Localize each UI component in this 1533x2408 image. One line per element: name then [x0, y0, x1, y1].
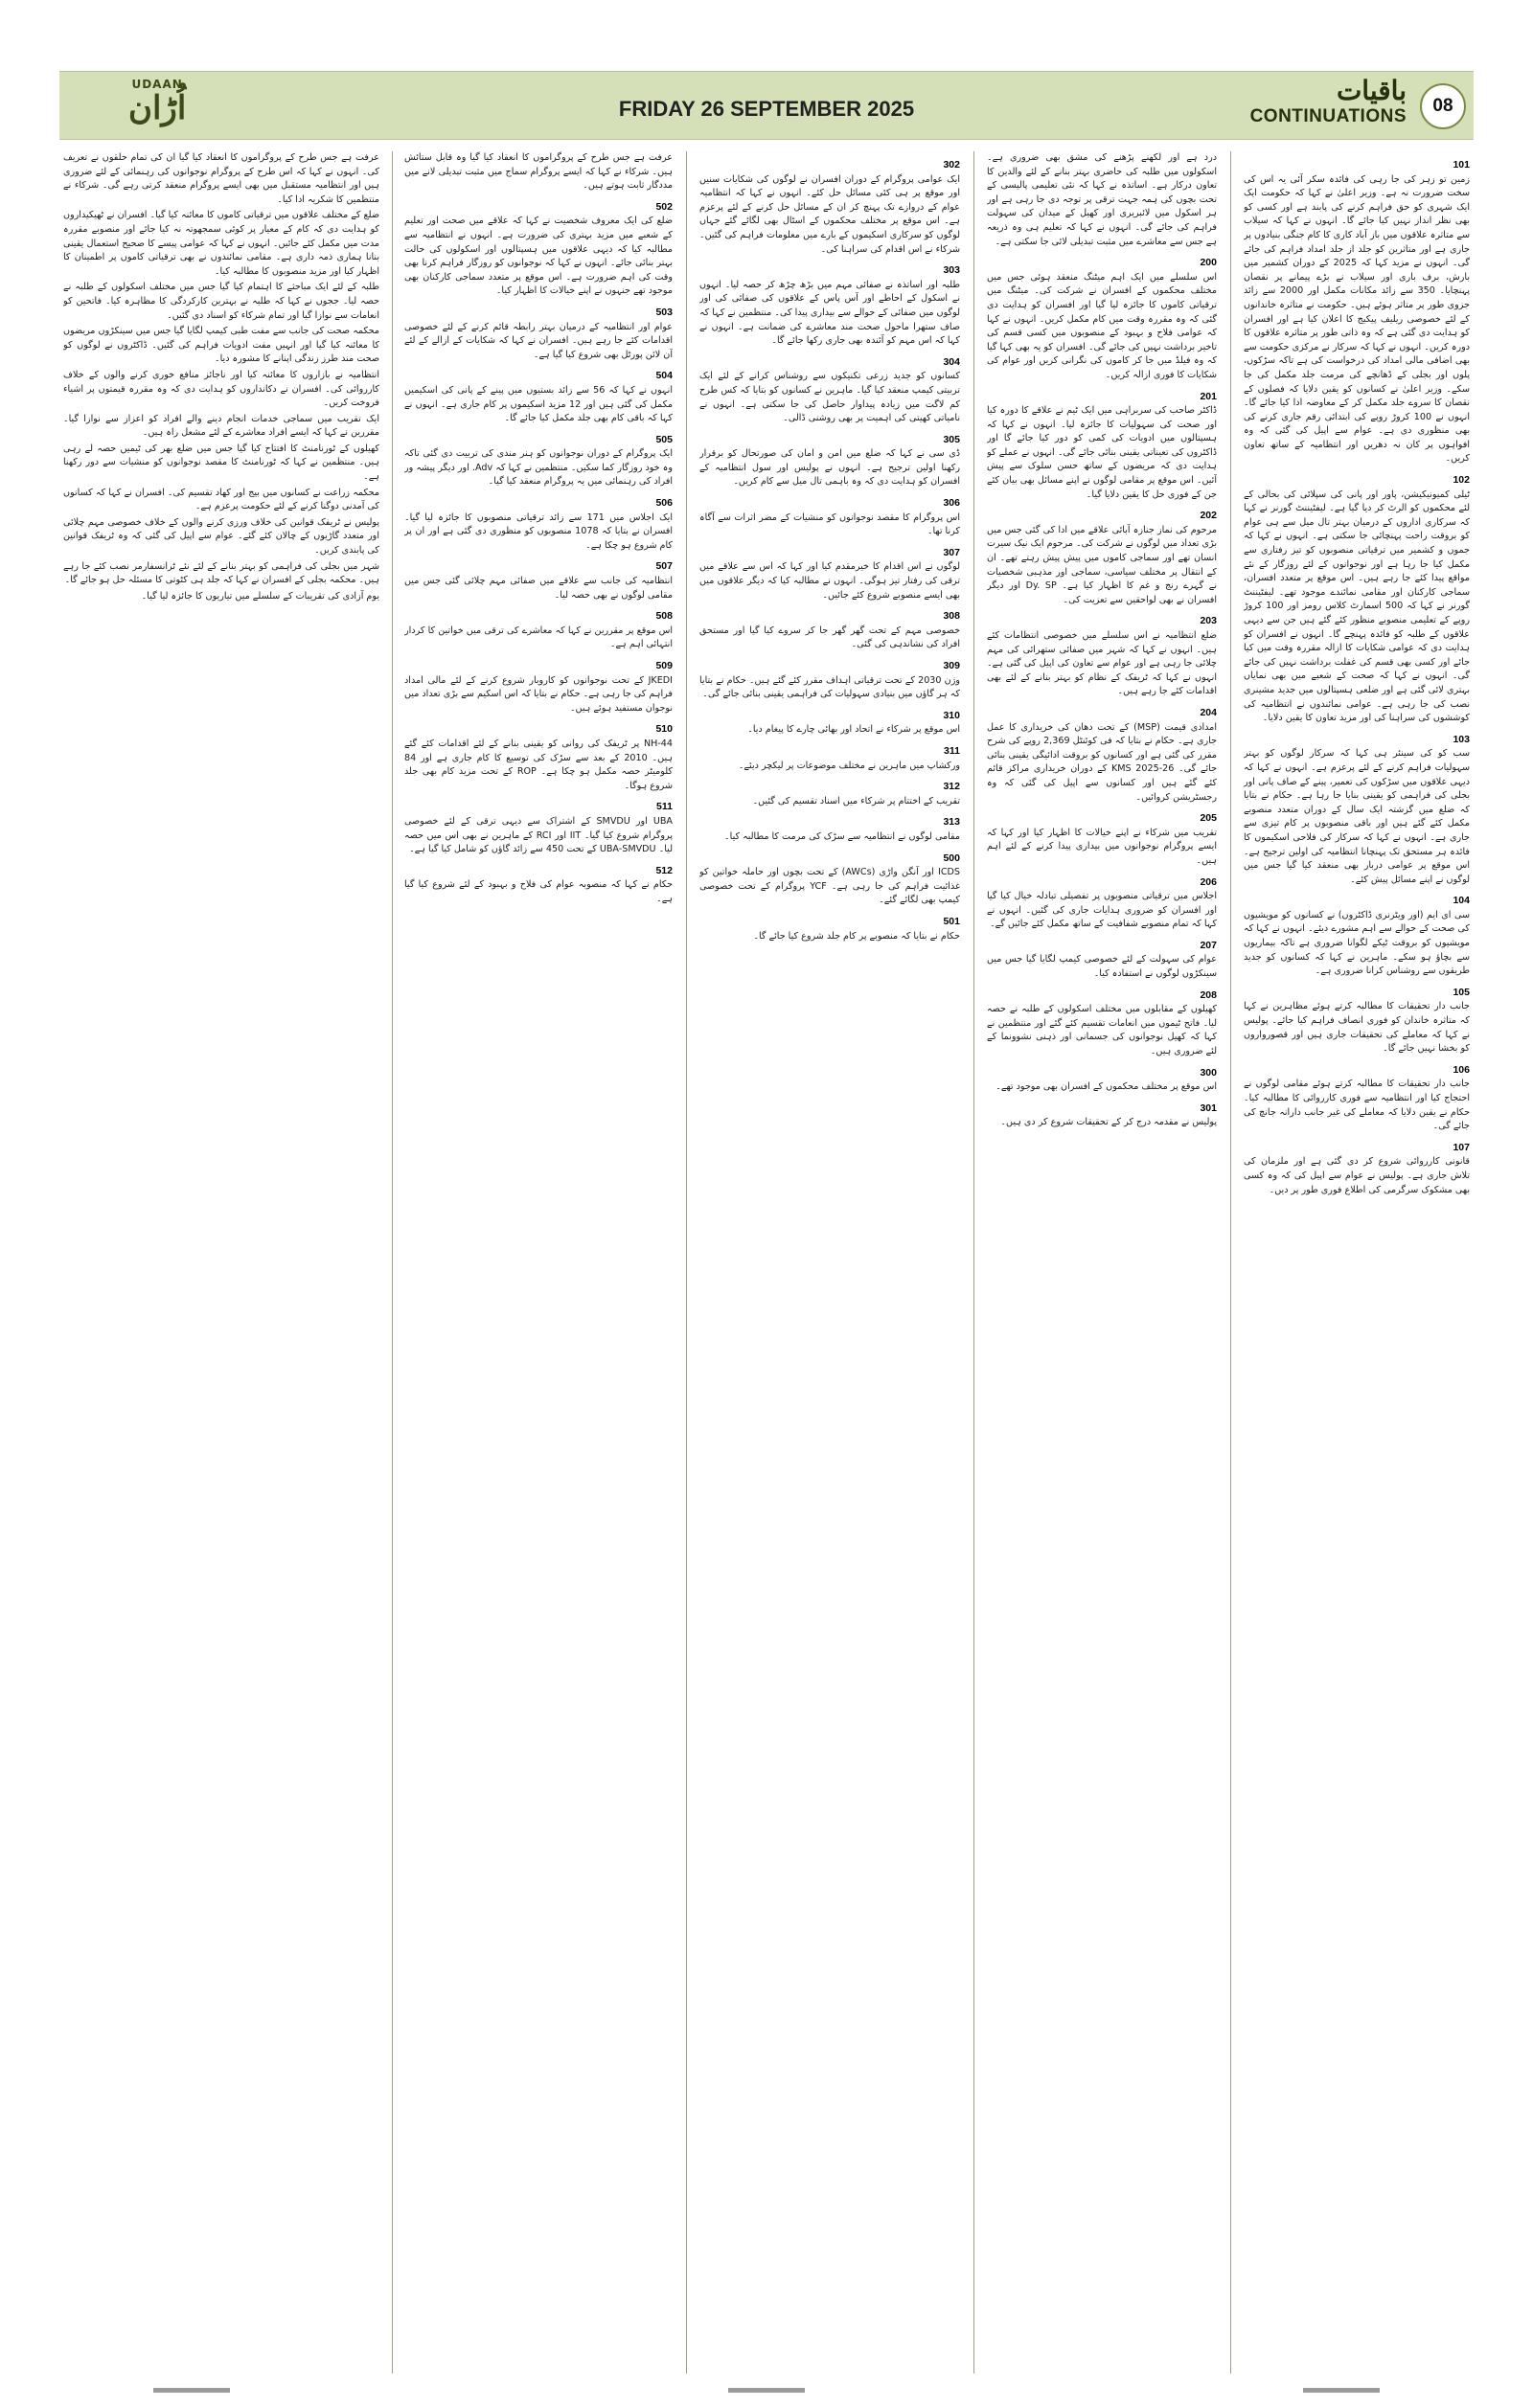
continuation-text: اس موقع پر شرکاء نے اتحاد اور بھائی چارے کا پیغام دیا۔ [747, 724, 960, 736]
continuation-item [987, 939, 1217, 982]
continuation-text: کھیلوں کے مقابلوں میں مختلف اسکولوں کے طلبہ نے حصہ لیا۔ فاتح ٹیموں میں انعامات تقسیم کئے گئے اور منتظمین نے کہا کہ کھیل نوجوانوں کی جسمانی اور ذہنی نشوونما کے لئے ضروری ہیں۔ [987, 1004, 1217, 1057]
continuation-text: ایک تقریب میں سماجی خدمات انجام دینے والے افراد کو اعزاز سے نوازا گیا۔ مقررین نے کہا کہ ایسے افراد معاشرے کے لئے مشعل راہ ہیں۔ [63, 413, 379, 439]
continuation-item [987, 256, 1217, 382]
continuation-number: 202 [1200, 510, 1217, 522]
continuation-number: 105 [1453, 986, 1470, 998]
continuation-number: 310 [943, 709, 960, 721]
continuation-item [699, 496, 960, 539]
continuation-item [404, 659, 673, 716]
continuation-text: ایک اجلاس میں 171 سے زائد ترقیاتی منصوبوں کا جائزہ لیا گیا۔ افسران نے بتایا کہ 1078 منصوبوں کو منظوری دی گئی ہے اور ان پر کام شروع ہو چکا ہے۔ [404, 511, 673, 551]
continuation-item [404, 306, 673, 362]
continuation-item [699, 546, 960, 602]
column-2 [987, 151, 1217, 2374]
continuation-number: 201 [1200, 390, 1217, 402]
continuation-text: عوام اور انتظامیہ کے درمیان بہتر رابطہ قائم کرنے کے لئے خصوصی اقدامات کئے جا رہے ہیں۔ افسران نے کہا کہ شکایات کے ازالے کے لئے آن لائن پورٹل بھی شروع کیا گیا ہے۔ [404, 321, 673, 360]
continuation-item [404, 151, 673, 193]
continuation-text: اس موقع پر مقررین نے کہا کہ معاشرے کی ترقی میں خواتین کا کردار انتہائی اہم ہے۔ [404, 625, 673, 650]
continuation-item [699, 609, 960, 652]
continuation-text: ضلع انتظامیہ نے اس سلسلے میں خصوصی انتظامات کئے ہیں۔ انہوں نے کہا کہ شہر میں صفائی ستھرائی کی مہم چلائی جا رہی ہے اور عوام سے تعاون کی اپیل کی گئی ہے۔ انہوں نے کہا کہ ٹریفک کے نظام کو بہتر بنانے کے لئے بھی اقدامات کئے جا رہے ہیں۔ [987, 630, 1217, 697]
column-divider [686, 151, 687, 2374]
continuation-text: اجلاس میں ترقیاتی منصوبوں پر تفصیلی تبادلہ خیال کیا گیا اور افسران کو ضروری ہدایات جاری کی گئیں۔ انہوں نے کہا کہ تمام منصوبے شفافیت کے ساتھ مکمل کئے جائیں گے۔ [987, 891, 1217, 930]
footer-rule-center [728, 2388, 805, 2393]
continuation-number: 308 [943, 610, 960, 623]
logo-english: UDAAN [131, 78, 183, 91]
column-1 [1244, 151, 1470, 2374]
continuation-number: 101 [1453, 159, 1470, 170]
continuation-number: 106 [1453, 1063, 1470, 1076]
masthead-bar [59, 71, 1474, 140]
continuation-item [987, 151, 1217, 249]
continuation-item [987, 614, 1217, 699]
continuation-item [699, 709, 960, 738]
continuation-number: 309 [943, 660, 960, 671]
continuation-text: تقریب میں شرکاء نے اپنے خیالات کا اظہار کیا اور کہا کہ ایسے پروگرام نوجوانوں میں بیداری پیدا کرنے کے لئے اہم ہیں۔ [987, 827, 1217, 866]
continuation-item [404, 369, 673, 425]
continuation-item [404, 433, 673, 489]
continuation-number: 306 [943, 497, 960, 510]
continuation-text: ضلع کی ایک معروف شخصیت نے کہا کہ علاقے میں صحت اور تعلیم کے شعبے میں مزید بہتری کی ضرورت ہے۔ انہوں نے انتظامیہ سے مطالبہ کیا کہ دیہی علاقوں میں ہسپتالوں اور اسکولوں کی حالت بہتر بنائی جائے۔ انہوں نے کہا کہ نوجوانوں کو روزگار فراہم کرنا بھی وقت کی اہم ضرورت ہے۔ اس موقع پر متعدد سماجی کارکنان بھی موجود تھے جنہوں نے اپنے خیالات کا اظہار کیا۔ [404, 216, 673, 297]
continuation-item [699, 355, 960, 426]
column-divider [392, 151, 393, 2374]
continuation-item [1244, 1063, 1470, 1134]
footer-rule-right [1303, 2388, 1380, 2393]
continuation-text: ورکشاپ میں ماہرین نے مختلف موضوعات پر لیکچر دیئے۔ [738, 760, 960, 771]
continuation-item [63, 560, 379, 588]
continuation-item [699, 263, 960, 349]
continuation-text: طلبہ اور اساتذہ نے صفائی مہم میں بڑھ چڑھ کر حصہ لیا۔ انہوں نے اسکول کے احاطے اور آس پاس کے علاقوں کی صفائی کی اور لوگوں میں صفائی کے حوالے سے بیداری پیدا کی۔ منتظمین نے کہا کہ صاف ستھرا ماحول صحت مند معاشرے کی ضمانت ہے۔ انہوں نے کہا کہ اس مہم کو آئندہ بھی جاری رکھا جائے گا۔ [699, 279, 960, 347]
continuation-item [987, 875, 1217, 932]
continuation-number: 206 [1200, 875, 1217, 888]
continuation-item [987, 811, 1217, 868]
continuation-text: طلبہ کے لئے ایک مباحثے کا اہتمام کیا گیا جس میں مختلف اسکولوں کے طلبہ نے حصہ لیا۔ ججوں نے کہا کہ طلبہ نے بہترین کارکردگی کا مظاہرہ کیا۔ فاتحین کو انعامات سے نوازا گیا اور تمام شرکاء کو اسناد دی گئیں۔ [63, 282, 379, 321]
continuation-number: 504 [655, 370, 673, 382]
continuation-text: حکام نے کہا کہ منصوبہ عوام کی فلاح و بہبود کے لئے شروع کیا گیا ہے۔ [404, 879, 673, 904]
page-number-badge: 08 [1420, 83, 1466, 129]
continuation-number: 505 [655, 433, 673, 445]
continuation-text: حکام نے بتایا کہ منصوبے پر کام جلد شروع کیا جائے گا۔ [753, 930, 960, 942]
continuation-item [699, 158, 960, 257]
continuation-item [63, 325, 379, 367]
continuation-text: ضلع کے مختلف علاقوں میں ترقیاتی کاموں کا معائنہ کیا گیا۔ افسران نے ٹھیکیداروں کو ہدایت دی کہ کام کے معیار پر کوئی سمجھوتہ نہ کیا جائے اور منصوبے مقررہ مدت میں مکمل کئے جائیں۔ انہوں نے کہا کہ عوامی پیسے کا صحیح استعمال یقینی بنانا ہماری ذمہ داری ہے۔ مقامی نمائندوں نے بھی ترقیاتی کاموں پر اطمینان کا اظہار کیا اور مزید منصوبوں کا مطالبہ کیا۔ [63, 210, 379, 277]
continuation-number: 311 [944, 744, 960, 757]
continuation-text: JKEDI کے تحت نوجوانوں کو کاروبار شروع کرنے کے لئے مالی امداد فراہم کی جا رہی ہے۔ حکام نے بتایا کہ اس اسکیم سے بڑی تعداد میں نوجوان مستفید ہوئے ہیں۔ [404, 674, 673, 714]
continuation-text: ڈاکٹر صاحب کی سربراہی میں ایک ٹیم نے علاقے کا دورہ کیا اور صحت کی سہولیات کا جائزہ لیا۔ انہوں نے کہا کہ ہسپتالوں میں ادویات کی کمی کو دور کیا جائے گا اور ڈاکٹروں کی تعیناتی یقینی بنائی جائے گی۔ انہوں نے عملے کو ہدایت دی کہ مریضوں کے ساتھ حسن سلوک سے پیش آئیں۔ اس موقع پر مقامی لوگوں نے اپنے مسائل بھی بیان کئے جن کے فوری حل کا یقین دلایا گیا۔ [987, 405, 1217, 500]
continuation-text: سی ای ایم (اور ویٹرنری ڈاکٹروں) نے کسانوں کو مویشیوں کی صحت کے حوالے سے اہم مشورے دیئے۔ انہوں نے کہا کہ مویشیوں کو بروقت ٹیکے لگوانا ضروری ہے تاکہ بیماریوں سے بچاؤ ہو سکے۔ ماہرین نے کہا کہ کسانوں کو جدید طریقوں سے روشناس کرانا ضروری ہے۔ [1244, 909, 1470, 977]
continuation-text: ٹیلی کمیونیکیشن، پاور اور پانی کی سپلائی کی بحالی کے لئے محکموں کو الرٹ کر دیا گیا ہے۔ لیفٹیننٹ گورنر نے کہا کہ سرکاری اداروں کے درمیان بہتر تال میل سے ہی عوام کو بروقت راحت پہنچائی جا سکتی ہے۔ انہوں نے کہا کہ جموں و کشمیر میں ترقیاتی منصوبوں کو تیز رفتاری سے مکمل کیا جا رہا ہے اور نوجوانوں کے لئے روزگار کے نئے مواقع پیدا کئے جا رہے ہیں۔ اس موقع پر متعدد افسران، سماجی کارکنان اور مقامی نمائندے موجود تھے۔ لیفٹیننٹ گورنر نے کہا کہ 500 اسمارٹ کلاس رومز اور 100 کروڑ روپے کے تعلیمی منصوبے منظور کئے گئے ہیں جن سے دیہی علاقوں کے طلبہ کو فائدہ پہنچے گا۔ انہوں نے افسران کو ہدایت دی کہ عوامی شکایات کا ازالہ مقررہ وقت میں کیا جائے اور کسی بھی قسم کی غفلت برداشت نہیں کی جائے گی۔ انہوں نے کہا کہ صحت کے شعبے میں بھی نمایاں بہتری لائی گئی ہے اور ضلعی ہسپتالوں میں جدید مشینری نصب کی جا رہی ہے۔ عوامی نمائندوں نے انتظامیہ کی کوششوں کی سراہنا کی اور مزید تعاون کا یقین دلایا۔ [1244, 488, 1470, 724]
continuation-text: اس سلسلے میں ایک اہم میٹنگ منعقد ہوئی جس میں مختلف محکموں کے افسران نے شرکت کی۔ میٹنگ میں ترقیاتی کاموں کا جائزہ لیا گیا اور افسران کو ہدایت دی گئی کہ وہ مقررہ وقت میں کام مکمل کریں۔ انہوں نے کہا کہ عوامی فلاح و بہبود کے منصوبوں میں کسی قسم کی تاخیر برداشت نہیں کی جائے گی۔ افسران کو یہ بھی کہا گیا کہ وہ فیلڈ میں جا کر کاموں کی نگرانی کریں اور عوام کی شکایات کا فوری ازالہ کریں۔ [987, 271, 1217, 380]
section-title-urdu: باقیات [1336, 75, 1407, 106]
continuation-text: لوگوں نے اس اقدام کا خیرمقدم کیا اور کہا کہ اس سے علاقے میں ترقی کی رفتار تیز ہوگی۔ انہوں نے مطالبہ کیا کہ دیگر علاقوں میں بھی ایسے منصوبے شروع کئے جائیں۔ [699, 561, 960, 601]
continuation-item [63, 443, 379, 485]
column-3 [699, 151, 960, 2374]
continuation-number: 104 [1453, 895, 1470, 907]
continuation-text: NH-44 پر ٹریفک کی روانی کو یقینی بنانے کے لئے اقدامات کئے گئے ہیں۔ 2010 کے بعد سے سڑک کی توسیع کا کام جاری ہے اور 84 کلومیٹر حصہ مکمل ہو چکا ہے۔ ROP کے تحت مزید کام بھی جلد شروع ہوگا۔ [404, 738, 673, 791]
continuation-text: یوم آزادی کی تقریبات کے سلسلے میں تیاریوں کا جائزہ لیا گیا۔ [141, 590, 379, 602]
continuation-item [1244, 1141, 1470, 1197]
continuation-text: محکمہ زراعت نے کسانوں میں بیج اور کھاد تقسیم کی۔ افسران نے کہا کہ کسانوں کی آمدنی دوگنا کرنے کے لئے حکومت پرعزم ہے۔ [63, 487, 379, 512]
continuation-number: 301 [1200, 1102, 1217, 1114]
continuation-number: 203 [1200, 615, 1217, 627]
continuation-text: مرحوم کی نماز جنازہ آبائی علاقے میں ادا کی گئی جس میں بڑی تعداد میں لوگوں نے شرکت کی۔ مرحوم ایک نیک سیرت انسان تھے اور سماجی کاموں میں پیش پیش رہتے تھے۔ ان کے انتقال پر مختلف سیاسی، سماجی اور مذہبی شخصیات نے گہرے رنج و غم کا اظہار کیا ہے۔ Dy. SP اور دیگر افسران نے بھی لواحقین سے تعزیت کی۔ [987, 524, 1217, 605]
continuation-item [404, 609, 673, 652]
continuation-number: 509 [655, 660, 673, 671]
continuation-item [699, 659, 960, 702]
column-5 [63, 151, 379, 2374]
continuation-text: انتظامیہ کی جانب سے علاقے میں صفائی مہم چلائی گئی جس میں مقامی لوگوں نے بھی حصہ لیا۔ [404, 576, 673, 601]
continuation-text: ICDS اور آنگن واڑی (AWCs) کے تحت بچوں اور حاملہ خواتین کو غذائیت فراہم کی جا رہی ہے۔ YCF پروگرام کے تحت خصوصی کیمپ بھی لگائے گئے۔ [699, 867, 960, 906]
continuation-number: 207 [1200, 939, 1217, 951]
continuation-text: عرفت ہے جس طرح کے پروگراموں کا انعقاد کیا گیا وہ قابل ستائش ہیں۔ شرکاء نے کہا کہ ایسے پروگرام سماج میں مثبت تبدیلی لانے میں مددگار ثابت ہوتے ہیں۔ [404, 152, 673, 192]
continuation-item [987, 706, 1217, 805]
continuation-item [63, 487, 379, 514]
continuation-number: 503 [655, 306, 673, 318]
continuation-item [1244, 733, 1470, 888]
continuation-item [63, 281, 379, 323]
continuation-item [63, 590, 379, 604]
continuation-number: 205 [1200, 812, 1217, 825]
continuation-text: انتظامیہ نے بازاروں کا معائنہ کیا اور ناجائز منافع خوری کرنے والوں کے خلاف کارروائی کی۔ افسران نے دکانداروں کو ہدایت دی کہ وہ مقررہ قیمتوں پر اشیاء فروخت کریں۔ [63, 369, 379, 409]
continuation-number: 107 [1453, 1141, 1470, 1153]
continuation-item [63, 516, 379, 558]
continuation-text: زمین تو زہر کی جا رہی کی فائدہ سکر آئی یہ اس کی سخت ضرورت نہ ہے۔ وزیر اعلیٰ نے کہا کہ حکومت ایک ایک شہری کو حق فراہم کرنے کی پابند ہے اور کسی کو بھی نظر انداز نہیں کیا جائے گا۔ انہوں نے کہا کہ سیلاب سے متاثرہ علاقوں میں باز آباد کاری کا کام جنگی بنیادوں پر جاری ہے اور متاثرین کو جلد از جلد امداد فراہم کی جائے گی۔ انہوں نے مزید کہا کہ 2025 کے دوران کشمیر میں بارش، برف باری اور سیلاب نے بڑے پیمانے پر نقصان پہنچایا۔ 350 سے زائد مکانات مکمل اور 2000 سے زائد جزوی طور پر متاثر ہوئے ہیں۔ حکومت نے متاثرہ خاندانوں کے لئے خصوصی ریلیف پیکیج کا اعلان کیا ہے اور افسران کو ہدایت دی گئی ہے کہ وہ ذاتی طور پر متاثرہ علاقوں کا دورہ کریں۔ انہوں نے کہا کہ سرکار نے مرکزی حکومت سے بھی اضافی مالی امداد کی درخواست کی ہے تاکہ سڑکوں، پلوں اور بجلی کے ڈھانچے کی مرمت جلد مکمل کی جا سکے۔ وزیر اعلیٰ نے کسانوں کو یقین دلایا کہ فصلوں کے نقصان کا سروے جلد مکمل کر کے معاوضہ ادا کیا جائے گا۔ انہوں نے 100 کروڑ روپے کی ابتدائی رقم جاری کرنے کی بھی منظوری دی ہے۔ عوام سے اپیل کی گئی کہ وہ افواہوں پر کان نہ دھریں اور انتظامیہ کے ساتھ تعاون کریں۔ [1244, 173, 1470, 465]
continuation-item [1244, 986, 1470, 1056]
continuation-text: کھیلوں کے ٹورنامنٹ کا افتتاح کیا گیا جس میں ضلع بھر کی ٹیمیں حصہ لے رہی ہیں۔ منتظمین نے کہا کہ ٹورنامنٹ کا مقصد نوجوانوں کو منشیات سے دور رکھنا ہے۔ [63, 443, 379, 483]
continuation-number: 507 [655, 560, 673, 573]
continuation-text: شہر میں بجلی کی فراہمی کو بہتر بنانے کے لئے نئے ٹرانسفارمر نصب کئے جا رہے ہیں۔ محکمہ بجلی کے افسران نے کہا کہ جلد ہی کٹوتی کا مسئلہ حل ہو جائے گا۔ [63, 560, 379, 586]
continuation-item [404, 722, 673, 793]
column-4 [404, 151, 673, 2374]
continuation-item [63, 209, 379, 279]
continuation-text: کسانوں کو جدید زرعی تکنیکوں سے روشناس کرانے کے لئے ایک تربیتی کیمپ منعقد کیا گیا۔ ماہرین نے کسانوں کو بتایا کہ کس طرح کم لاگت میں زیادہ پیداوار حاصل کی جا سکتی ہے۔ انہوں نے نامیاتی کھیتی کی اہمیت پر بھی روشنی ڈالی۔ [699, 371, 960, 424]
continuation-text: امدادی قیمت (MSP) کے تحت دھان کی خریداری کا عمل جاری ہے۔ حکام نے بتایا کہ فی کوئنٹل 2,369 روپے کی شرح مقرر کی گئی ہے اور کسانوں کو بروقت ادائیگی یقینی بنائی جائے گی۔ KMS 2025-26 کے دوران خریداری مراکز قائم کئے گئے ہیں اور کسانوں سے اپیل کی گئی کہ وہ رجسٹریشن کروائیں۔ [987, 721, 1217, 803]
continuation-item [699, 915, 960, 943]
continuation-text: انہوں نے کہا کہ 56 سے زائد بستیوں میں پینے کے پانی کی اسکیمیں مکمل کی گئی ہیں اور 12 مزید اسکیموں پر کام جاری ہے۔ انہوں نے کہا کہ باقی کام بھی جلد مکمل کیا جائے گا۔ [404, 384, 673, 424]
continuation-number: 204 [1200, 706, 1217, 718]
continuation-item [1244, 473, 1470, 726]
issue-date: FRIDAY 26 SEPTEMBER 2025 [618, 97, 915, 121]
continuation-text: UBA اور SMVDU کے اشتراک سے دیہی ترقی کے لئے خصوصی پروگرام شروع کیا گیا۔ IIT اور RCI کے ماہرین نے بھی اس میں حصہ لیا۔ UBA-SMVDU کے تحت 450 سے زائد گاؤں کو شامل کیا گیا ہے۔ [404, 815, 673, 855]
continuation-number: 501 [943, 915, 960, 927]
continuation-number: 307 [943, 546, 960, 558]
continuation-item [987, 988, 1217, 1059]
continuation-item [699, 815, 960, 844]
section-title-english: CONTINUATIONS [1249, 106, 1407, 126]
continuation-number: 506 [655, 497, 673, 510]
continuation-item [1244, 158, 1470, 466]
article-columns [59, 151, 1474, 2374]
continuation-number: 200 [1200, 257, 1217, 269]
continuation-item [987, 1102, 1217, 1130]
continuation-text: تقریب کے اختتام پر شرکاء میں اسناد تقسیم کی گئیں۔ [752, 795, 960, 806]
continuation-number: 510 [655, 723, 673, 736]
logo-urdu: اُڑان [128, 89, 187, 127]
continuation-item [404, 200, 673, 299]
continuation-number: 500 [943, 852, 960, 864]
continuation-item [404, 800, 673, 856]
continuation-text: درد ہے اور لکھنے پڑھنے کی مشق بھی ضروری ہے۔ اسکولوں میں طلبہ کی حاضری بہتر بنانے کے لئے والدین کا تعاون درکار ہے۔ اساتذہ نے کہا کہ نئی تعلیمی پالیسی کے تحت بچوں کی ہمہ جہت ترقی پر توجہ دی جا رہی ہے اور ہر اسکول میں لائبریری اور کھیل کے میدان کی سہولت فراہم کی جائے گی۔ انہوں نے کہا کہ تعلیم ہی وہ ذریعہ ہے جس سے معاشرے میں مثبت تبدیلی لائی جا سکتی ہے۔ [987, 152, 1217, 247]
continuation-text: عرفت ہے جس طرح کے پروگراموں کا انعقاد کیا گیا ان کی تمام حلقوں نے تعریف کی۔ انہوں نے کہا کہ اس طرح کے پروگرام نوجوانوں کی رہنمائی کے لئے ضروری ہیں اور انتظامیہ مستقبل میں بھی ایسے پروگرام منعقد کرتی رہے گی۔ شرکاء نے منتظمین کا شکریہ ادا کیا۔ [63, 152, 379, 205]
continuation-number: 508 [655, 610, 673, 623]
section-title [1250, 76, 1407, 127]
continuation-item [699, 744, 960, 773]
continuation-text: جانب دار تحقیقات کا مطالبہ کرتے ہوئے مقامی لوگوں نے احتجاج کیا اور انتظامیہ سے فوری کارروائی کا مطالبہ کیا۔ حکام نے یقین دلایا کہ معاملے کی غیر جانب دارانہ جانچ کی جائے گی۔ [1244, 1079, 1470, 1132]
continuation-item [699, 780, 960, 808]
continuation-item [1244, 894, 1470, 979]
continuation-item [63, 413, 379, 441]
column-divider [973, 151, 974, 2374]
continuation-text: پولیس نے ٹریفک قوانین کی خلاف ورزی کرنے والوں کے خلاف خصوصی مہم چلائی اور متعدد گاڑیوں کے چالان کئے گئے۔ عوام سے اپیل کی گئی کہ وہ ٹریفک قوانین کی پابندی کریں۔ [63, 516, 379, 557]
continuation-text: ایک پروگرام کے دوران نوجوانوں کو ہنر مندی کی تربیت دی گئی تاکہ وہ خود روزگار کما سکیں۔ منتظمین نے کہا کہ Adv. اور دیگر پیشہ ور افراد کی رہنمائی میں یہ پروگرام منعقد کیا گیا۔ [404, 448, 673, 488]
continuation-number: 304 [943, 355, 960, 368]
continuation-item [987, 509, 1217, 607]
continuation-number: 305 [943, 433, 960, 445]
continuation-number: 102 [1453, 474, 1470, 487]
continuation-item [404, 559, 673, 602]
continuation-number: 302 [943, 159, 960, 170]
continuation-number: 502 [655, 200, 673, 213]
continuation-text: ایک عوامی پروگرام کے دوران افسران نے لوگوں کی شکایات سنیں اور موقع پر ہی کئی مسائل حل کئے۔ انہوں نے کہا کہ انتظامیہ عوام کے دروازے تک پہنچ کر ان کے مسائل حل کرنے کے لئے پرعزم ہے۔ اس موقع پر مختلف محکموں کے اسٹال بھی لگائے گئے جہاں لوگوں کو سرکاری اسکیموں کے بارے میں معلومات فراہم کی گئیں۔ شرکاء نے اس اقدام کی سراہنا کی۔ [699, 173, 960, 255]
continuation-text: خصوصی مہم کے تحت گھر گھر جا کر سروے کیا گیا اور مستحق افراد کی نشاندہی کی گئی۔ [699, 625, 960, 650]
continuation-item [63, 151, 379, 207]
continuation-number: 300 [1200, 1066, 1217, 1079]
continuation-text: پولیس نے مقدمہ درج کر کے تحقیقات شروع کر دی ہیں۔ [1000, 1117, 1217, 1128]
continuation-text: اس موقع پر مختلف محکموں کے افسران بھی موجود تھے۔ [995, 1081, 1217, 1093]
continuation-text: سب کو کی سینئر ہی کہا کہ سرکار لوگوں کو بہتر سہولیات فراہم کرنے کے لئے پرعزم ہے۔ انہوں نے کہا کہ دیہی علاقوں میں سڑکوں کی تعمیر، پینے کے صاف پانی اور بجلی کی فراہمی کو یقینی بنایا جا رہا ہے۔ حکام نے بتایا کہ ضلع میں گزشتہ ایک سال کے دوران متعدد منصوبے مکمل کئے گئے ہیں اور باقی منصوبوں پر کام تیزی سے جاری ہے۔ انہوں نے کہا کہ سرکار کی فلاحی اسکیموں کا فائدہ ہر مستحق تک پہنچانا انتظامیہ کی اولین ترجیح ہے۔ اس موقع پر عوامی دربار بھی منعقد کیا گیا جس میں لوگوں نے اپنے مسائل پیش کئے۔ [1244, 748, 1470, 885]
continuation-item [699, 852, 960, 908]
column-divider [1230, 151, 1231, 2374]
continuation-text: مقامی لوگوں نے انتظامیہ سے سڑک کی مرمت کا مطالبہ کیا۔ [724, 830, 960, 842]
continuation-number: 208 [1200, 988, 1217, 1001]
continuation-text: قانونی کارروائی شروع کر دی گئی ہے اور ملزمان کی تلاش جاری ہے۔ پولیس نے عوام سے اپیل کی کہ وہ کسی بھی مشکوک سرگرمی کی اطلاع فوری طور پر دیں۔ [1244, 1156, 1470, 1195]
continuation-text: ڈی سی نے کہا کہ ضلع میں امن و امان کی صورتحال کو برقرار رکھنا اولین ترجیح ہے۔ انہوں نے پولیس اور سول انتظامیہ کے افسران کو ہدایت دی کہ وہ باہمی تال میل سے کام کریں۔ [699, 448, 960, 488]
continuation-item [987, 1066, 1217, 1095]
continuation-item [404, 864, 673, 907]
continuation-item [987, 390, 1217, 503]
continuation-number: 312 [943, 781, 960, 793]
continuation-number: 512 [655, 864, 673, 876]
continuation-text: محکمہ صحت کی جانب سے مفت طبی کیمپ لگایا گیا جس میں سینکڑوں مریضوں کا معائنہ کیا گیا اور انہیں مفت ادویات فراہم کی گئیں۔ ڈاکٹروں نے لوگوں کو صحت مند طرز زندگی اپنانے کا مشورہ دیا۔ [63, 326, 379, 365]
continuation-text: وژن 2030 کے تحت ترقیاتی اہداف مقرر کئے گئے ہیں۔ حکام نے بتایا کہ ہر گاؤں میں بنیادی سہولیات کی فراہمی یقینی بنائی جائے گی۔ [699, 674, 960, 700]
footer-rule-left [153, 2388, 230, 2393]
continuation-item [699, 433, 960, 489]
continuation-number: 511 [656, 801, 673, 813]
continuation-item [404, 496, 673, 553]
continuation-number: 303 [943, 264, 960, 277]
continuation-text: اس پروگرام کا مقصد نوجوانوں کو منشیات کے مضر اثرات سے آگاہ کرنا تھا۔ [699, 511, 960, 537]
continuation-text: عوام کی سہولت کے لئے خصوصی کیمپ لگایا گیا جس میں سینکڑوں لوگوں نے استفادہ کیا۔ [987, 954, 1217, 980]
continuation-number: 103 [1453, 733, 1470, 745]
continuation-number: 313 [943, 816, 960, 829]
continuation-text: جانب دار تحقیقات کا مطالبہ کرتے ہوئے مظاہرین نے کہا کہ متاثرہ خاندان کو فوری انصاف فراہم کیا جائے۔ پولیس نے کہا کہ معاملے کی تحقیقات جاری ہیں اور قصورواروں کو بخشا نہیں جائے گا۔ [1244, 1001, 1470, 1055]
continuation-item [63, 369, 379, 411]
